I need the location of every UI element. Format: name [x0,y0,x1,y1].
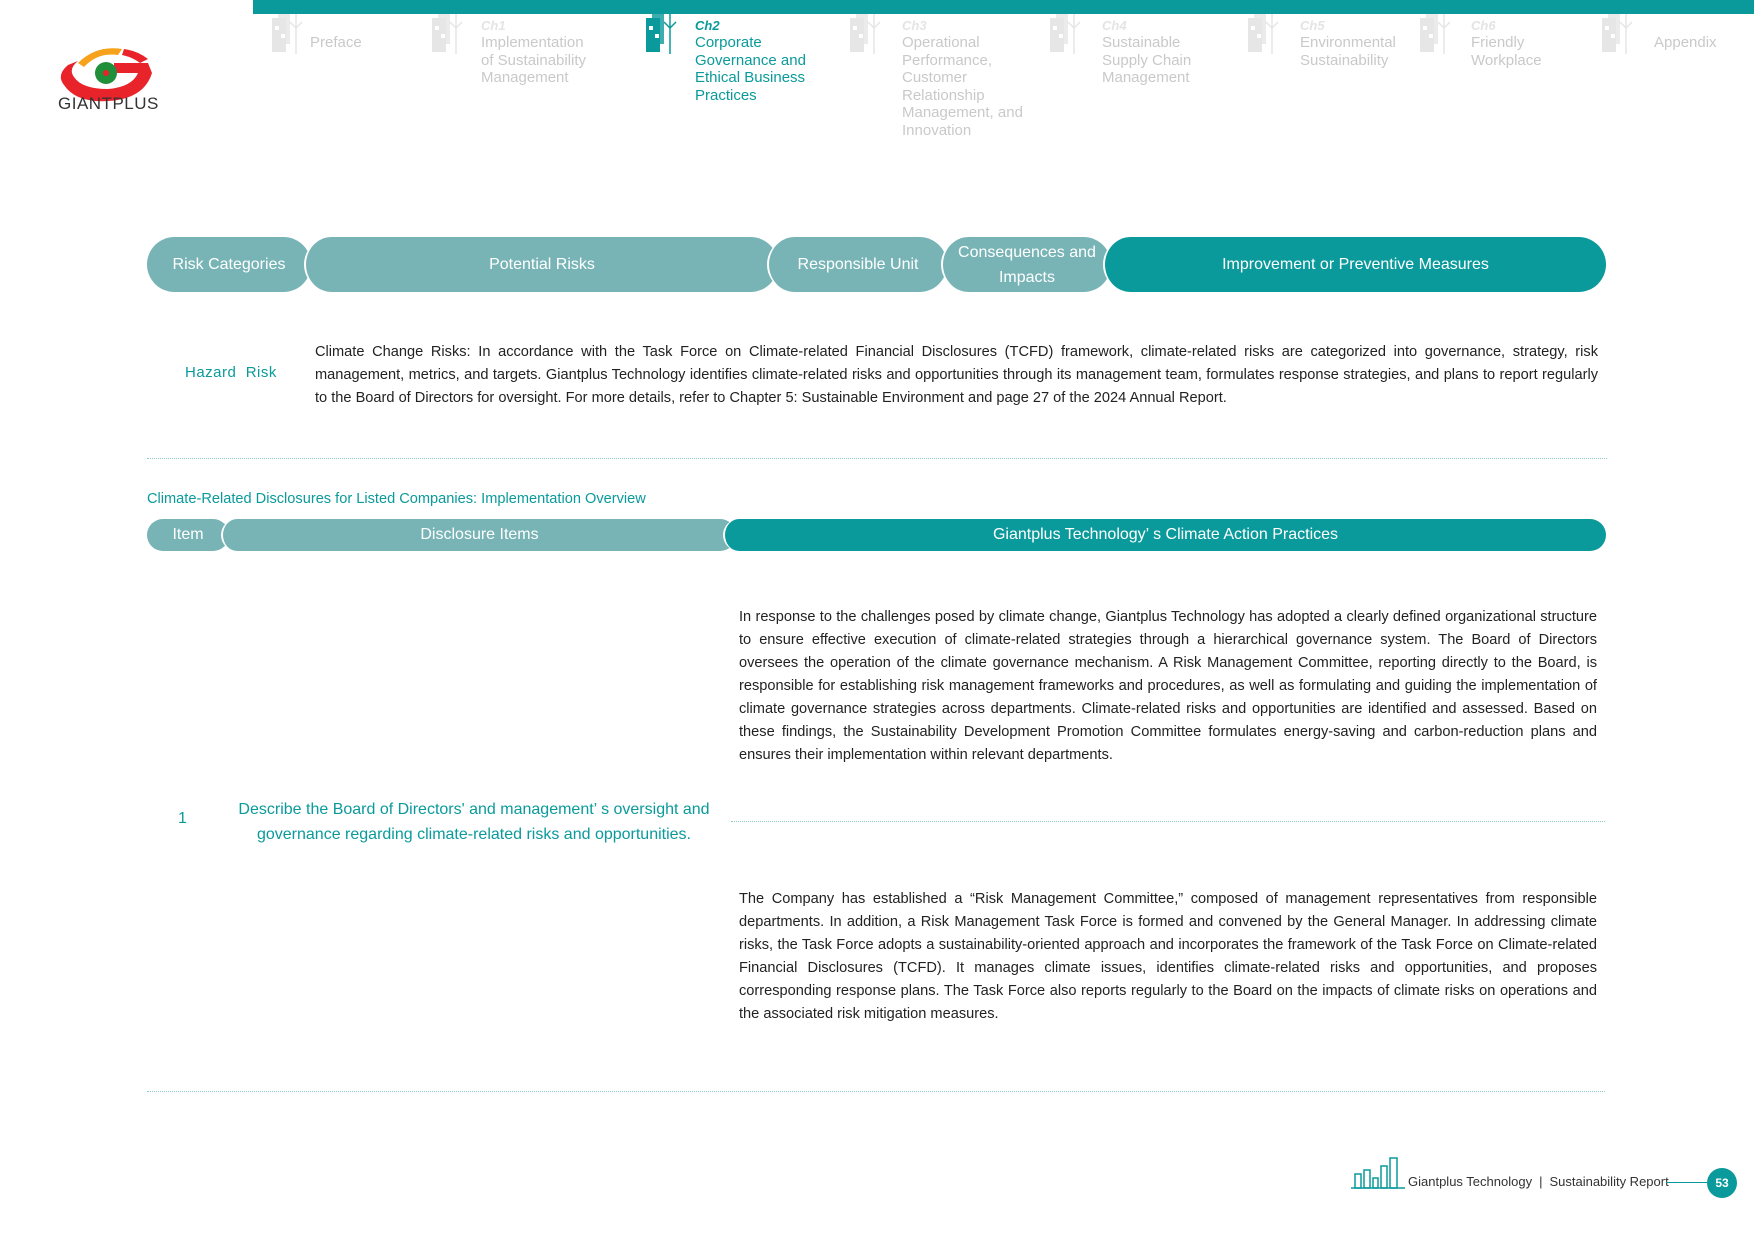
header-climate-practices: Giantplus Technology’ s Climate Action Practices [723,519,1606,551]
footer-company: Giantplus Technology [1408,1174,1533,1189]
building-icon [270,14,330,104]
building-icon [1048,14,1108,104]
logo-wordmark: GIANTPLUS [58,94,159,113]
nav-chapter-number: Ch3 [902,18,927,33]
nav-tab-label: Environmental Sustainability [1300,34,1396,69]
page-number: 53 [1707,1168,1737,1198]
divider [147,458,1607,459]
nav-chapter-number: Ch4 [1102,18,1127,33]
building-icon [1418,14,1478,104]
divider [147,1091,1605,1092]
header-improvement: Improvement or Preventive Measures [1103,237,1606,292]
header-consequences: Consequences and Impacts [941,237,1111,292]
nav-chapter-number: Ch1 [481,18,506,33]
city-skyline-icon [1351,1156,1405,1192]
climate-practice-paragraph-1: In response to the challenges posed by climate change, Giantplus Technology has adopted a clearly defined organizational structure to ensure effective execution of climate-related strategies through a hierarchical governance system. The Board of Directors oversees the operation of the climate governance mechanism. A Risk Management Committee, reporting directly to the Board, is responsible for establishing risk management frameworks and procedures, as well as formulating and guiding the implementation of climate governance strategies across departments. Climate-related risks and opportunities are identified and assessed. Based on these findings, the Sustainability Development Promotion Committee formulates energy-saving and carbon-reduction plans and ensures their implementation within relevant departments. [739,609,1597,763]
section-subtitle: Climate-Related Disclosures for Listed Companies: Implementation Overview [147,491,646,507]
header-risk-categories: Risk Categories [147,237,311,292]
disclosure-item-text: Describe the Board of Directors' and management’ s oversight and governance regarding climate-related risks and opportunities. [238,801,710,843]
top-accent-bar [253,0,1754,14]
nav-tab-label: Implementation of Sustainability Management [481,34,587,86]
nav-tab-label: Appendix [1654,34,1717,51]
nav-tab-label: Operational Performance, Customer Relationship Management, and Innovation [902,34,1023,139]
building-icon [848,14,908,104]
nav-chapter-number: Ch5 [1300,18,1325,33]
nav-tab-label: Sustainable Supply Chain Management [1102,34,1192,86]
divider [731,821,1605,822]
footer-separator: | [1539,1174,1543,1189]
nav-tab-label: Friendly Workplace [1471,34,1542,69]
header-potential-risks: Potential Risks [304,237,778,292]
header-responsible-unit: Responsible Unit [767,237,947,292]
building-icon [1600,14,1660,104]
nav-chapter-number: Ch2 [695,18,720,33]
item-number: 1 [178,810,187,827]
footer-report: Sustainability Report [1549,1174,1669,1189]
building-icon [1246,14,1306,104]
nav-tab-label: Preface [310,34,362,51]
risk-description: Climate Change Risks: In accordance with the Task Force on Climate-related Financial Disclosures (TCFD) framework, climate-related risks are categorized into governance, strategy, risk management, metrics, and targets. Giantplus Technology identifies climate-related risks and opportunities through its management team, formulates response strategies, and plans to report regularly to the Board of Directors for oversight. For more details, refer to Chapter 5: Sustainable Environment and page 27 of the 2024 Annual Report. [315,344,1598,406]
footer-caption [1408,1174,1669,1189]
nav-chapter-number: Ch6 [1471,18,1496,33]
header-item: Item [147,519,229,551]
header-disclosure-items: Disclosure Items [221,519,736,551]
nav-tab-label: Corporate Governance and Ethical Business Practices [695,34,806,104]
footer-rule [1666,1182,1708,1183]
risk-category-label: Hazard Risk [185,364,277,381]
climate-practice-paragraph-2: The Company has established a “Risk Management Committee,” composed of management representatives from responsible departments. In addition, a Risk Management Task Force is formed and convened by the General Manager. In addressing climate risks, the Task Force adopts a sustainability-oriented approach and incorporates the framework of the Task Force on Climate-related Financial Disclosures (TCFD). It manages climate issues, identifies climate-related risks and opportunities, and proposes corresponding response plans. The Task Force also reports regularly to the Board on the impacts of climate risks on operations and the associated risk mitigation measures. [739,891,1597,1022]
